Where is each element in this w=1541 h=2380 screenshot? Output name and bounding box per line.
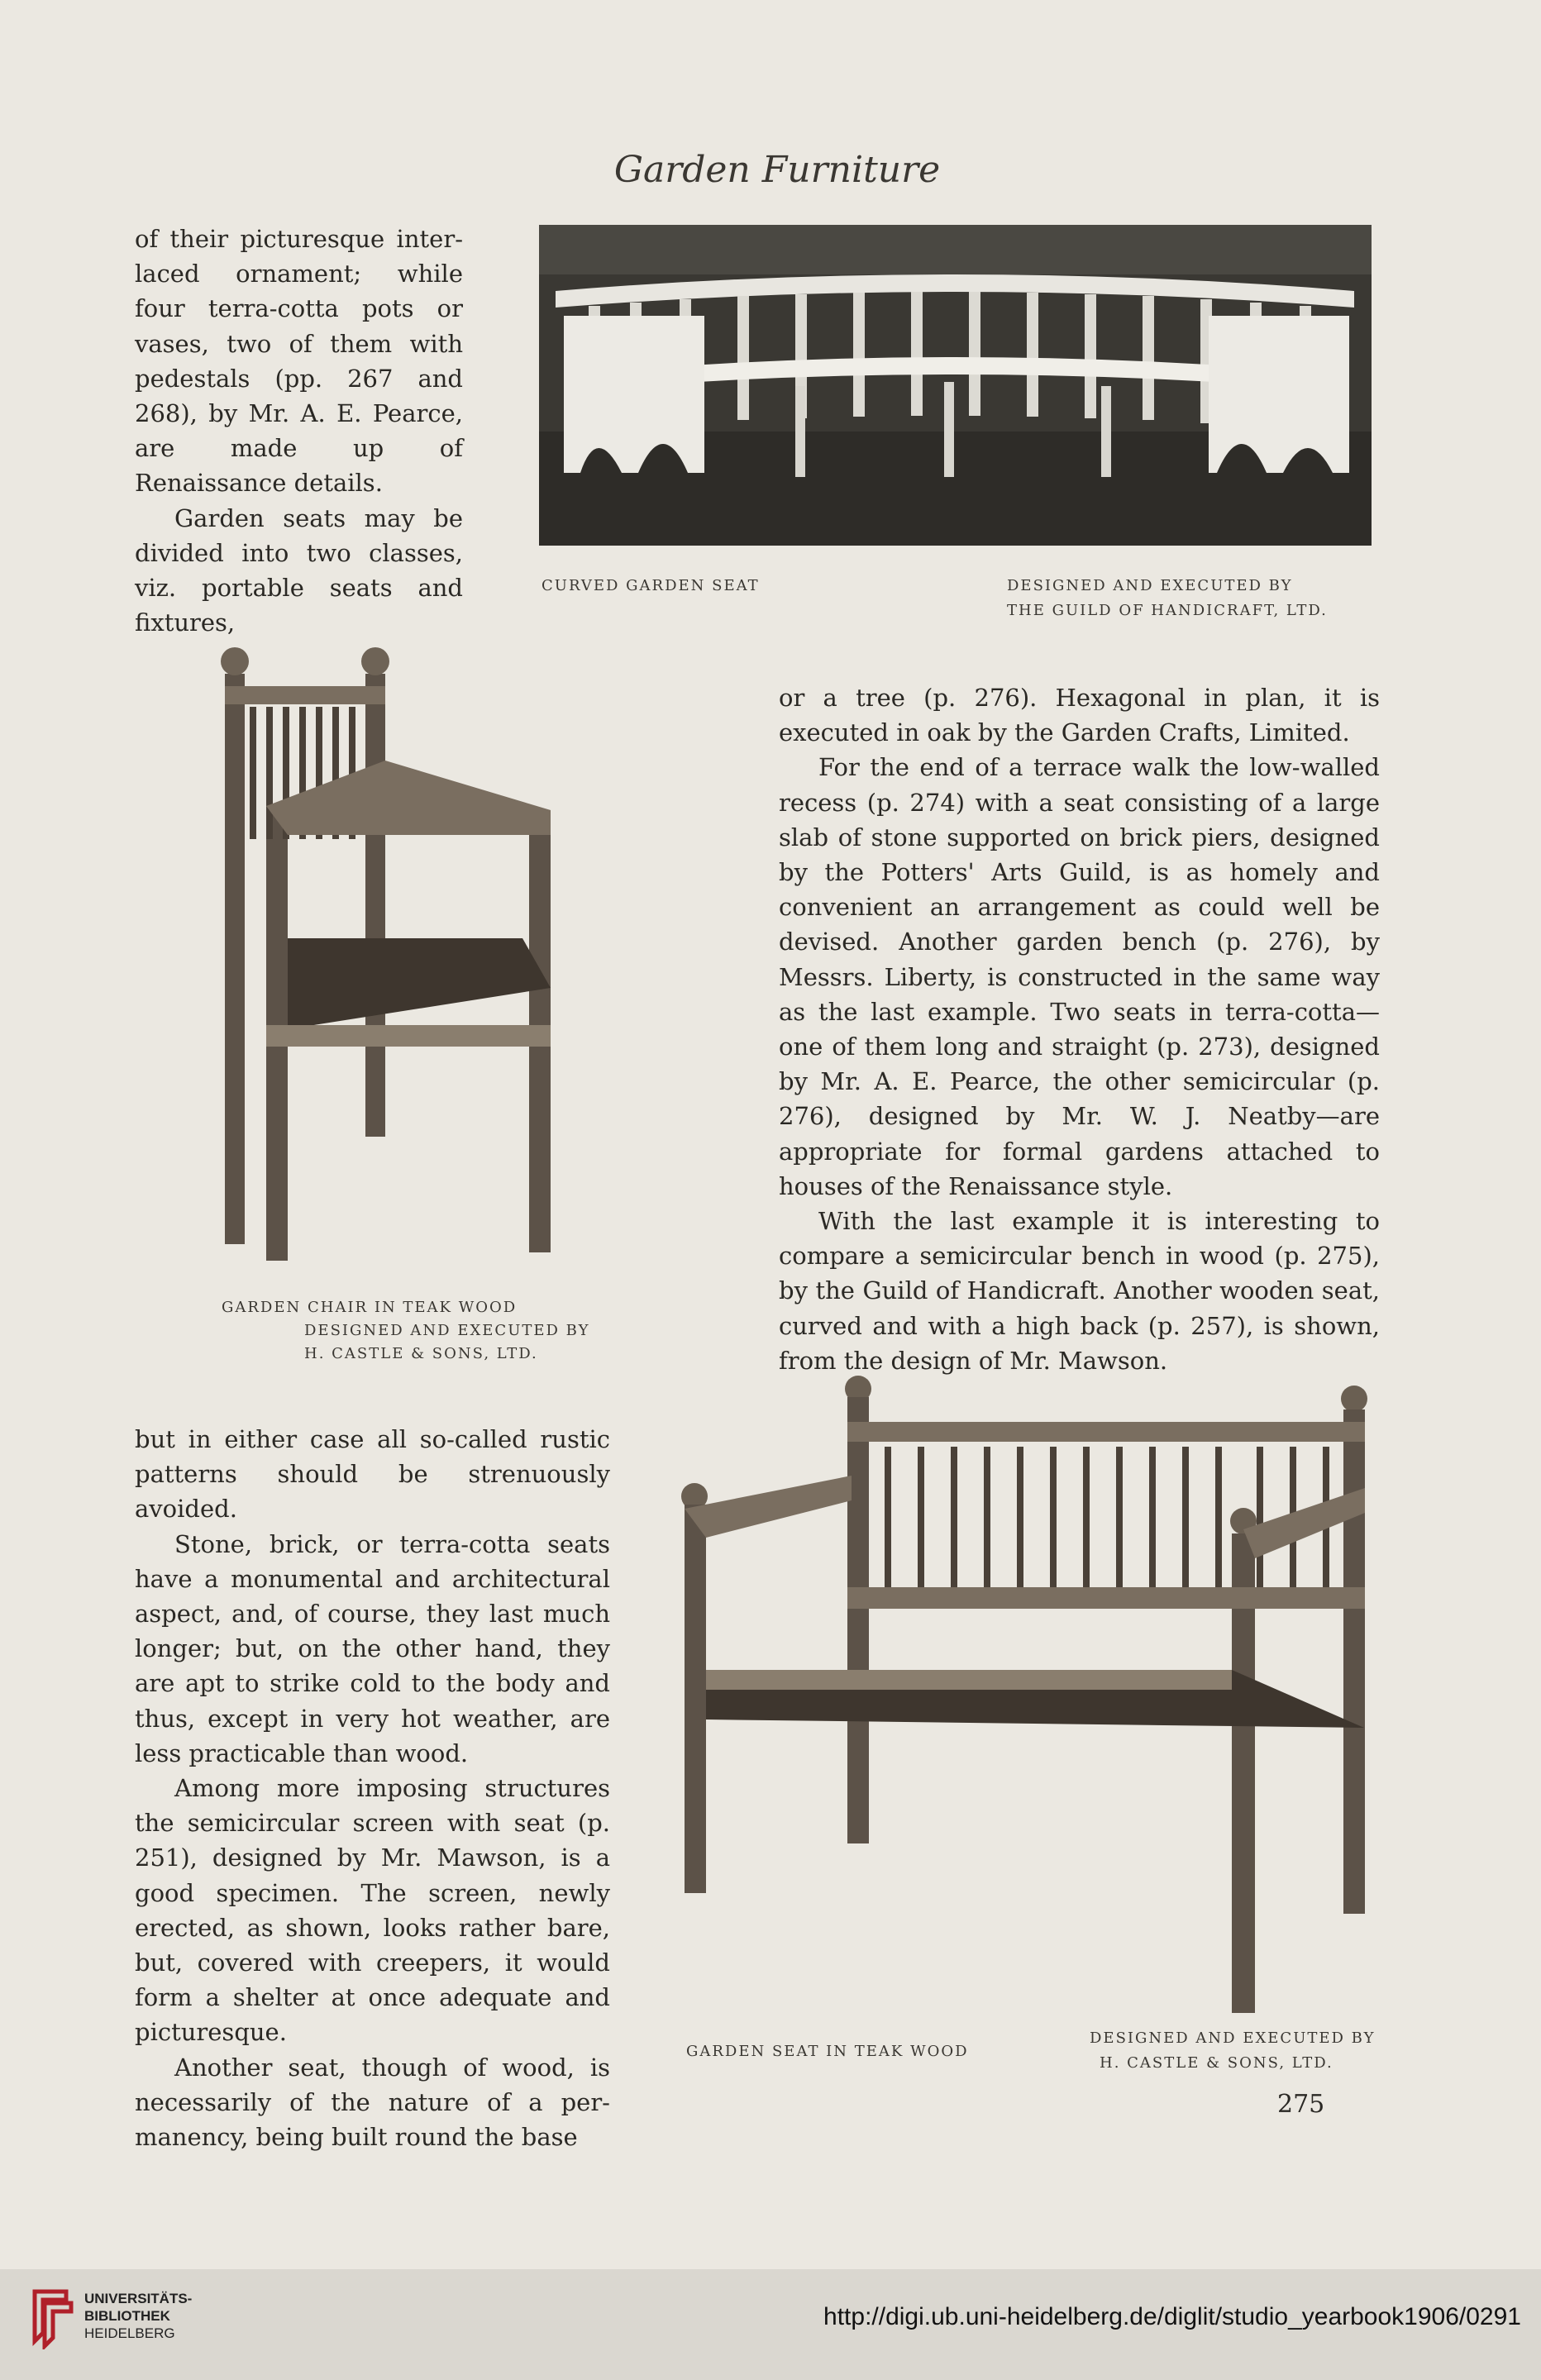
paragraph: Stone, brick, or terra-cotta seats have a monumental and architectural aspect, and, of course, they last much longer; but, on the other hand, they are apt to strike cold to the body and thus, except in very hot weather, are less practicable than wood. [135,1529,610,1767]
chair-caption-credit-2: H. CASTLE & SONS, LTD. [304,1345,538,1362]
curved-garden-seat-photo [539,225,1372,546]
bench-caption-title: GARDEN SEAT IN TEAK WOOD [686,2043,969,2060]
garden-bench-photo [678,1372,1389,2025]
left-column-bottom-text [135,1422,610,2154]
library-logo-icon [30,2283,76,2353]
paragraph: Another seat, though of wood, is necessarily of the nature of a per-manency, being built round the base [135,2053,610,2152]
bench-caption-credit-1: DESIGNED AND EXECUTED BY [1090,2029,1376,2047]
chair-caption-credit-1: DESIGNED AND EXECUTED BY [304,1322,590,1339]
paragraph: For the end of a terrace walk the low-walled recess (p. 274) with a seat consisting of a large slab of stone supported on brick piers, designed by the Potters' Arts Guild, is as homely and convenient an arrangement as could well be devised. Another garden bench (p. 276), by Messrs. Liberty, is constructed in the same way as the last example. Two seats in terra-cotta—one of them long and straight (p. 273), designed by Mr. A. E. Pearce, the other semicircular (p. 276), designed by Mr. W. J. Neatby—are appropriate for formal gardens attached to houses of the Renaissance style. [779,753,1380,1200]
curved-seat-caption-credit-2: THE GUILD OF HANDICRAFT, LTD. [1007,602,1328,619]
curved-seat-caption-credit-1: DESIGNED AND EXECUTED BY [1007,577,1293,594]
left-column-top-text [135,222,463,640]
library-name-line: BIBLIOTHEK [84,2308,170,2324]
bench-caption-credit-2: H. CASTLE & SONS, LTD. [1100,2054,1333,2072]
library-name-line: HEIDELBERG [84,2325,175,2341]
paragraph: Garden seats may be divided into two classes, viz. portable seats and fixtures, [135,503,463,637]
paragraph: With the last example it is interesting to compare a semicircular bench in wood (p. 275), by the Guild of Handicraft. Another wooden seat, curved and with a high back (p. 257), is shown, from the design of Mr. Mawson. [779,1207,1380,1375]
page-number: 275 [1277,2090,1325,2119]
right-column-text [779,680,1380,1378]
library-name [84,2290,192,2342]
paragraph: or a tree (p. 276). Hexagonal in plan, it is executed in oak by the Garden Crafts, Limited. [779,684,1380,747]
running-head: Garden Furniture [613,149,941,191]
paragraph: Among more imposing structures the semicircular screen with seat (p. 251), designed by Mr. Mawson, is a good specimen. The screen, newly erected, as shown, looks rather bare, but, covered with creepers, it would form a shelter at once adequate and picturesque. [135,1774,610,2047]
garden-chair-photo [217,641,646,1277]
paragraph: but in either case all so-called rustic patterns should be strenuously avoided. [135,1425,610,1524]
library-name-line: UNIVERSITÄTS- [84,2291,193,2306]
chair-caption-title: GARDEN CHAIR IN TEAK WOOD [222,1299,518,1316]
source-url-link[interactable]: http://digi.ub.uni-heidelberg.de/diglit/studio_yearbook1906/0291 [823,2303,1521,2330]
curved-seat-caption-title: CURVED GARDEN SEAT [541,577,760,594]
paragraph: of their picturesque inter-laced ornament; while four terra-cotta pots or vases, two of them with pedestals (pp. 267 and 268), by Mr. A. E. Pearce, are made up of Renaissance details. [135,225,463,498]
